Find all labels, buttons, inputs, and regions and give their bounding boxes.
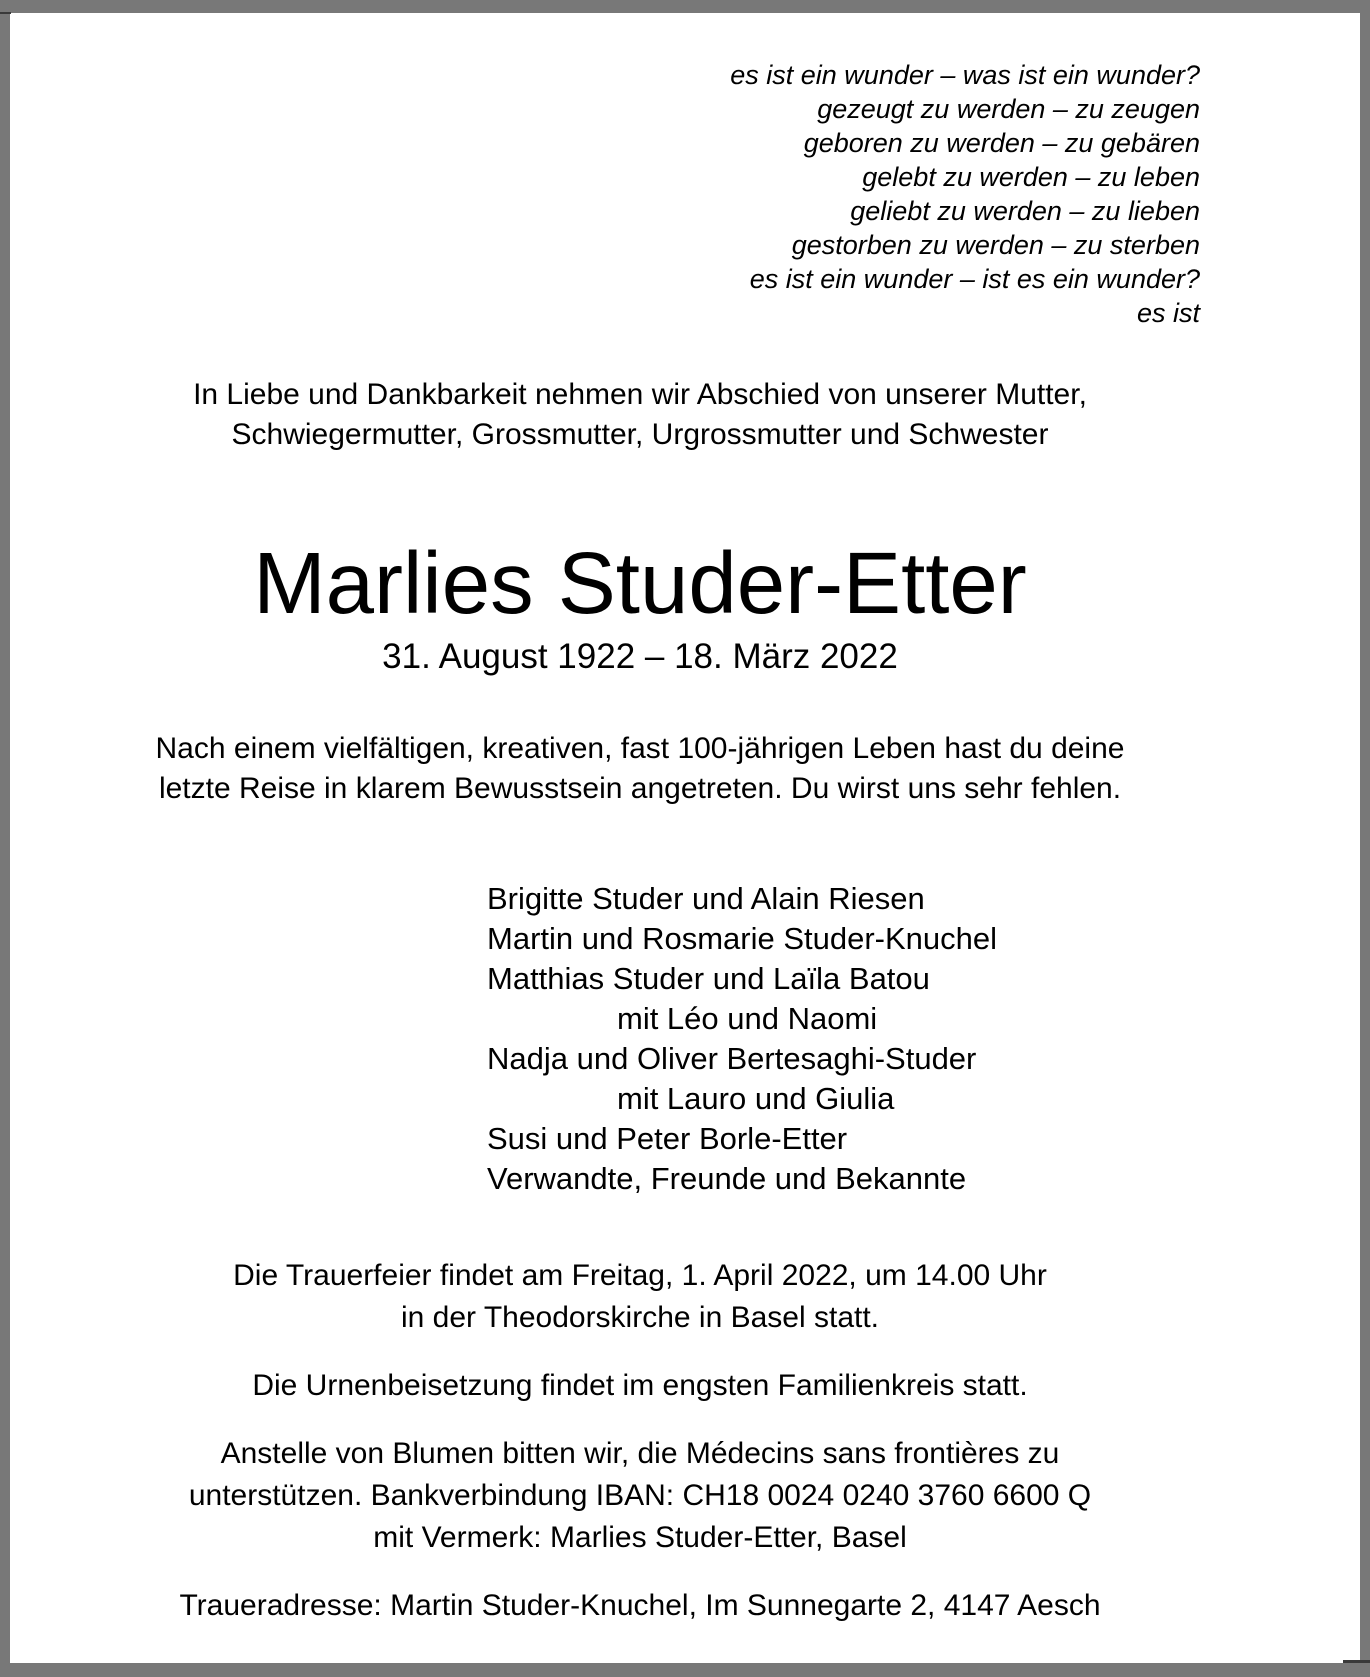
text-line: Schwiegermutter, Grossmutter, Urgrossmutter und Schwester bbox=[231, 418, 1049, 451]
text-line: Matthias Studer und Laïla Batou bbox=[487, 961, 930, 996]
text-line: Nadja und Oliver Bertesaghi-Studer bbox=[487, 1041, 977, 1076]
text-line: geliebt zu werden – zu lieben bbox=[850, 196, 1200, 226]
deceased-name: Marlies Studer-Etter bbox=[253, 535, 1027, 632]
text-line: gelebt zu werden – zu leben bbox=[862, 162, 1200, 192]
burial-info: Die Urnenbeisetzung findet im engsten Familienkreis statt. bbox=[252, 1369, 1028, 1402]
donation-info bbox=[80, 1433, 1200, 1559]
mourners-list bbox=[487, 879, 997, 1199]
text-line: Nach einem vielfältigen, kreativen, fast 100-jährigen Leben hast du deine bbox=[155, 732, 1125, 765]
text-line: geboren zu werden – zu gebären bbox=[803, 128, 1200, 158]
intro-text bbox=[80, 375, 1200, 455]
text-line: gezeugt zu werden – zu zeugen bbox=[817, 94, 1200, 124]
text-line: Verwandte, Freunde und Bekannte bbox=[487, 1161, 967, 1196]
text-line: letzte Reise in klarem Bewusstsein angetreten. Du wirst uns sehr fehlen. bbox=[158, 772, 1122, 805]
text-line: gestorben zu werden – zu sterben bbox=[791, 230, 1200, 260]
funeral-service-info bbox=[80, 1255, 1200, 1339]
memorial-poem bbox=[80, 58, 1200, 330]
scan-artifact-line bbox=[0, 12, 11, 14]
text-line: Martin und Rosmarie Studer-Knuchel bbox=[487, 921, 998, 956]
text-line: in der Theodorskirche in Basel statt. bbox=[400, 1301, 880, 1334]
scan-artifact-line bbox=[1343, 1660, 1370, 1663]
obituary-page bbox=[10, 13, 1360, 1663]
text-line: es ist ein wunder – ist es ein wunder? bbox=[749, 264, 1200, 294]
text-line: es ist ein wunder – was ist ein wunder? bbox=[730, 60, 1200, 90]
text-line: Susi und Peter Borle-Etter bbox=[487, 1121, 848, 1156]
text-line: Brigitte Studer und Alain Riesen bbox=[487, 881, 925, 916]
tribute-text bbox=[80, 729, 1200, 809]
text-line: Die Trauerfeier findet am Freitag, 1. April 2022, um 14.00 Uhr bbox=[233, 1259, 1047, 1292]
text-line: Anstelle von Blumen bitten wir, die Médecins sans frontières zu bbox=[220, 1437, 1060, 1470]
text-line: mit Vermerk: Marlies Studer-Etter, Basel bbox=[373, 1521, 907, 1554]
text-line: mit Léo und Naomi bbox=[617, 1001, 878, 1036]
text-line: In Liebe und Dankbarkeit nehmen wir Abschied von unserer Mutter, bbox=[193, 378, 1087, 411]
text-line: mit Lauro und Giulia bbox=[617, 1081, 895, 1116]
text-line: es ist bbox=[1136, 298, 1200, 328]
life-dates: 31. August 1922 – 18. März 2022 bbox=[382, 637, 898, 676]
mourning-address: Traueradresse: Martin Studer-Knuchel, Im Sunnegarte 2, 4147 Aesch bbox=[179, 1589, 1101, 1622]
text-line: unterstützen. Bankverbindung IBAN: CH18 0024 0240 3760 6600 Q bbox=[188, 1479, 1092, 1512]
